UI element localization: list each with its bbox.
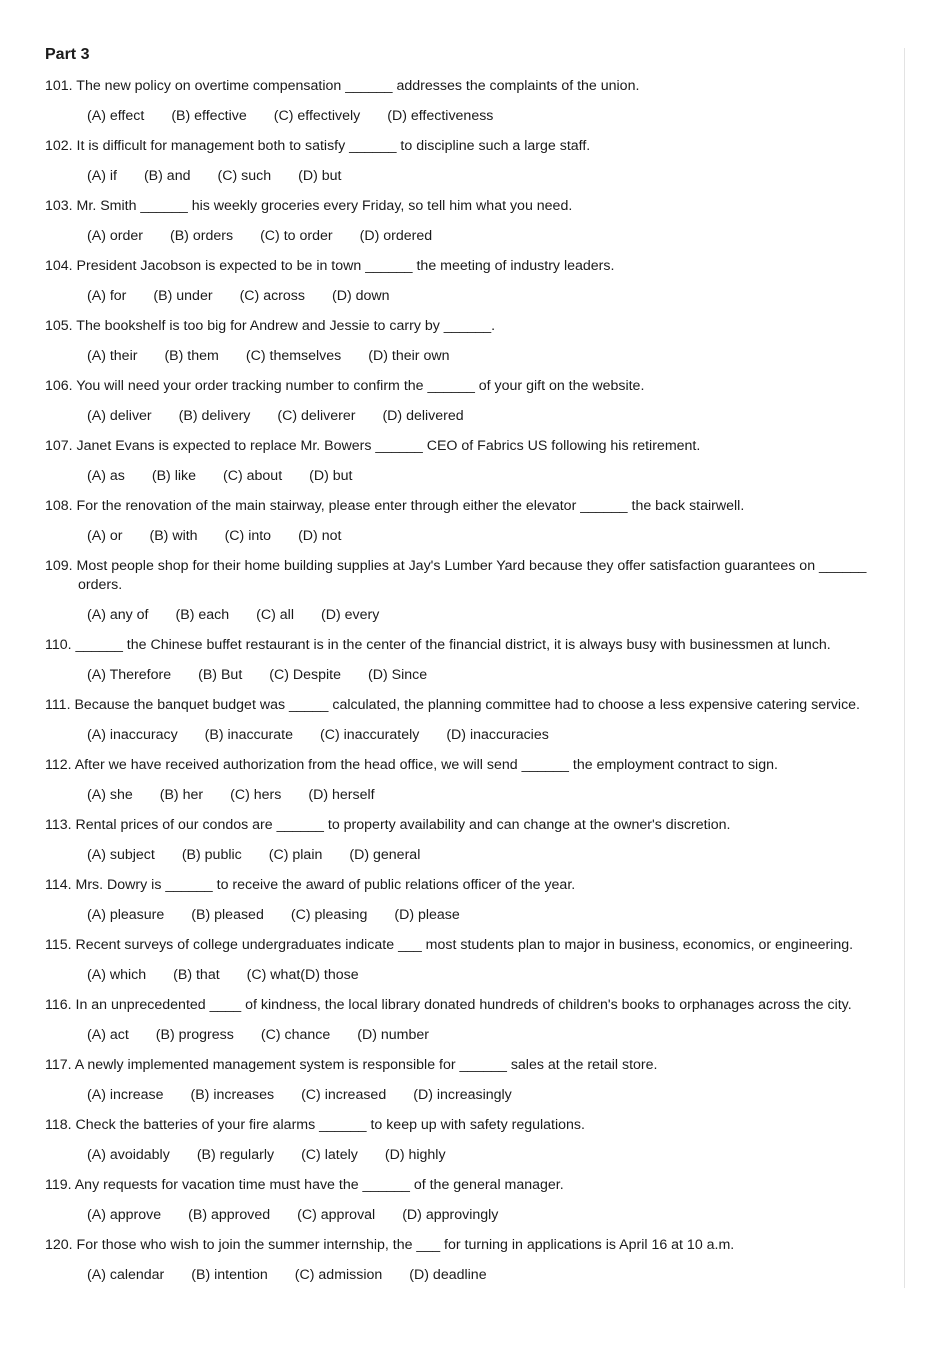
question-stem: 104. President Jacobson is expected to be in town ______ the meeting of industry leaders. — [45, 258, 615, 274]
part-title: Part 3 — [45, 46, 90, 63]
answer-option: (B) them — [164, 348, 219, 364]
question-item — [45, 816, 907, 865]
answer-option: (D) herself — [308, 787, 375, 803]
answer-options — [45, 407, 907, 426]
answer-option: (A) approve — [87, 1207, 162, 1223]
answer-option: (D) highly — [384, 1147, 446, 1163]
question-item — [45, 756, 907, 805]
answer-option: (A) any of — [87, 607, 149, 623]
answer-option: (A) inaccuracy — [87, 727, 178, 743]
answer-option: (D) deadline — [409, 1267, 487, 1283]
answer-option: (A) as — [87, 468, 125, 484]
answer-option: (C) lately — [301, 1147, 358, 1163]
answer-option: (B) But — [198, 667, 243, 683]
answer-option: (D) ordered — [359, 228, 433, 244]
question-stem: 112. After we have received authorization from the head office, we will send ______ the employment contract to sign. — [45, 757, 778, 773]
question-item — [45, 936, 907, 985]
answer-options — [45, 666, 907, 685]
answer-option: (B) with — [149, 528, 198, 544]
question-item — [45, 377, 907, 426]
question-stem: 120. For those who wish to join the summer internship, the ___ for turning in applications is April 16 at 10 a.m. — [45, 1237, 735, 1253]
answer-option: (C) about — [223, 468, 283, 484]
answer-options — [45, 467, 907, 486]
question-item — [45, 557, 907, 625]
question-stem: 101. The new policy on overtime compensation ______ addresses the complaints of the union. — [45, 78, 640, 94]
question-item — [45, 317, 907, 366]
question-stem: 107. Janet Evans is expected to replace Mr. Bowers ______ CEO of Fabrics US following his retirement. — [45, 438, 701, 454]
question-item — [45, 257, 907, 306]
answer-option: (A) she — [87, 787, 133, 803]
question-stem: 106. You will need your order tracking number to confirm the ______ of your gift on the website. — [45, 378, 645, 394]
question-stem: 117. A newly implemented management system is responsible for ______ sales at the retail store. — [45, 1057, 658, 1073]
answer-options — [45, 726, 907, 745]
answer-option: (C) effectively — [273, 108, 361, 124]
answer-option: (D) but — [298, 168, 342, 184]
question-stem: 118. Check the batteries of your fire alarms ______ to keep up with safety regulations. — [45, 1117, 585, 1133]
answer-option: (B) inaccurate — [204, 727, 293, 743]
answer-option: (C) deliverer — [277, 408, 356, 424]
question-item — [45, 876, 907, 925]
answer-option: (A) deliver — [87, 408, 152, 424]
answer-options — [45, 1086, 907, 1105]
answer-option: (D) not — [298, 528, 342, 544]
question-stem: 102. It is difficult for management both to satisfy ______ to discipline such a large staff. — [45, 138, 591, 154]
answer-option: (C) across — [239, 288, 305, 304]
question-stem: 108. For the renovation of the main stairway, please enter through either the elevator ______ the back stairwell. — [45, 498, 745, 514]
answer-option: (C) hers — [230, 787, 282, 803]
answer-option: (B) under — [153, 288, 213, 304]
answer-option: (C) such — [217, 168, 272, 184]
question-stem: 114. Mrs. Dowry is ______ to receive the award of public relations officer of the year. — [45, 877, 576, 893]
answer-options — [45, 347, 907, 366]
question-item — [45, 437, 907, 486]
answer-option: (A) subject — [87, 847, 155, 863]
answer-options — [45, 1146, 907, 1165]
answer-option: (C) approval — [297, 1207, 376, 1223]
answer-option: (D) number — [357, 1027, 429, 1043]
answer-option: (B) public — [181, 847, 242, 863]
answer-option: (B) like — [151, 468, 196, 484]
answer-option: (D) every — [320, 607, 380, 623]
answer-option: (D) Since — [368, 667, 428, 683]
answer-option: (D) their own — [368, 348, 450, 364]
answer-option: (A) act — [87, 1027, 129, 1043]
question-item — [45, 1176, 907, 1225]
answer-option: (D) inaccuracies — [446, 727, 549, 743]
answer-option: (B) that — [173, 967, 220, 983]
question-item — [45, 137, 907, 186]
answer-option: (A) for — [87, 288, 127, 304]
answer-options — [45, 1206, 907, 1225]
answer-option: (A) avoidably — [87, 1147, 170, 1163]
answer-option: (A) order — [87, 228, 143, 244]
answer-option: (B) progress — [155, 1027, 234, 1043]
answer-option: (A) increase — [87, 1087, 164, 1103]
answer-option: (C) Despite — [269, 667, 342, 683]
answer-option: (B) her — [159, 787, 204, 803]
answer-option: (C) chance — [260, 1027, 331, 1043]
answer-options — [45, 287, 907, 306]
answer-option: (B) each — [175, 607, 230, 623]
question-stem: 111. Because the banquet budget was _____ calculated, the planning committee had to choose a less expensive catering service. — [45, 697, 860, 713]
question-list — [45, 77, 907, 1285]
answer-option: (D) down — [332, 288, 390, 304]
question-stem: 110. ______ the Chinese buffet restaurant is in the center of the financial district, it is always busy with businessmen at lunch. — [45, 637, 831, 653]
answer-option: (C) to order — [260, 228, 333, 244]
answer-option: (B) orders — [169, 228, 234, 244]
question-item — [45, 77, 907, 126]
answer-option: (A) effect — [87, 108, 145, 124]
question-item — [45, 1236, 907, 1285]
answer-option: (A) Therefore — [87, 667, 172, 683]
answer-option: (A) pleasure — [87, 907, 165, 923]
question-stem: 109. Most people shop for their home building supplies at Jay's Lumber Yard because they offer satisfaction guarantees on ______ orders. — [45, 558, 867, 593]
answer-options — [45, 1026, 907, 1045]
answer-option: (D) but — [309, 468, 353, 484]
answer-option: (C) themselves — [245, 348, 342, 364]
document-page — [45, 44, 907, 1296]
answer-options — [45, 846, 907, 865]
question-stem: 119. Any requests for vacation time must have the ______ of the general manager. — [45, 1177, 564, 1193]
answer-option: (A) their — [87, 348, 138, 364]
answer-options — [45, 606, 907, 625]
answer-option: (C) into — [224, 528, 272, 544]
answer-option: (B) intention — [191, 1267, 268, 1283]
answer-option: (B) pleased — [191, 907, 264, 923]
question-stem: 115. Recent surveys of college undergraduates indicate ___ most students plan to major in business, economics, or engineering. — [45, 937, 854, 953]
question-stem: 105. The bookshelf is too big for Andrew and Jessie to carry by ______. — [45, 318, 496, 334]
answer-options — [45, 966, 907, 985]
answer-options — [45, 906, 907, 925]
answer-option: (C) plain — [268, 847, 323, 863]
question-item — [45, 197, 907, 246]
answer-option: (C) increased — [301, 1087, 387, 1103]
answer-option: (B) increases — [190, 1087, 275, 1103]
answer-option: (C) what(D) those — [246, 967, 359, 983]
question-item — [45, 996, 907, 1045]
answer-option: (C) admission — [294, 1267, 383, 1283]
answer-option: (D) general — [349, 847, 421, 863]
answer-option: (B) approved — [188, 1207, 271, 1223]
answer-option: (C) inaccurately — [319, 727, 420, 743]
answer-options — [45, 167, 907, 186]
answer-option: (A) or — [87, 528, 123, 544]
answer-option: (B) and — [143, 168, 191, 184]
answer-option: (D) effectiveness — [387, 108, 494, 124]
answer-options — [45, 527, 907, 546]
answer-option: (B) effective — [171, 108, 247, 124]
question-item — [45, 636, 907, 685]
answer-options — [45, 786, 907, 805]
question-item — [45, 497, 907, 546]
answer-option: (A) if — [87, 168, 117, 184]
answer-options — [45, 227, 907, 246]
answer-option: (D) please — [394, 907, 460, 923]
answer-option: (B) delivery — [178, 408, 251, 424]
question-stem: 116. In an unprecedented ____ of kindness, the local library donated hundreds of children's books to orphanages across the city. — [45, 997, 852, 1013]
answer-option: (C) all — [256, 607, 294, 623]
answer-option: (D) increasingly — [413, 1087, 512, 1103]
answer-options — [45, 107, 907, 126]
question-item — [45, 1056, 907, 1105]
question-item — [45, 1116, 907, 1165]
answer-option: (C) pleasing — [290, 907, 368, 923]
answer-option: (D) delivered — [382, 408, 464, 424]
question-stem: 113. Rental prices of our condos are ______ to property availability and can change at the owner's discretion. — [45, 817, 731, 833]
answer-option: (D) approvingly — [402, 1207, 499, 1223]
answer-option: (A) which — [87, 967, 147, 983]
answer-options — [45, 1266, 907, 1285]
question-stem: 103. Mr. Smith ______ his weekly groceries every Friday, so tell him what you need. — [45, 198, 573, 214]
question-item — [45, 696, 907, 745]
answer-option: (B) regularly — [196, 1147, 275, 1163]
answer-option: (A) calendar — [87, 1267, 165, 1283]
